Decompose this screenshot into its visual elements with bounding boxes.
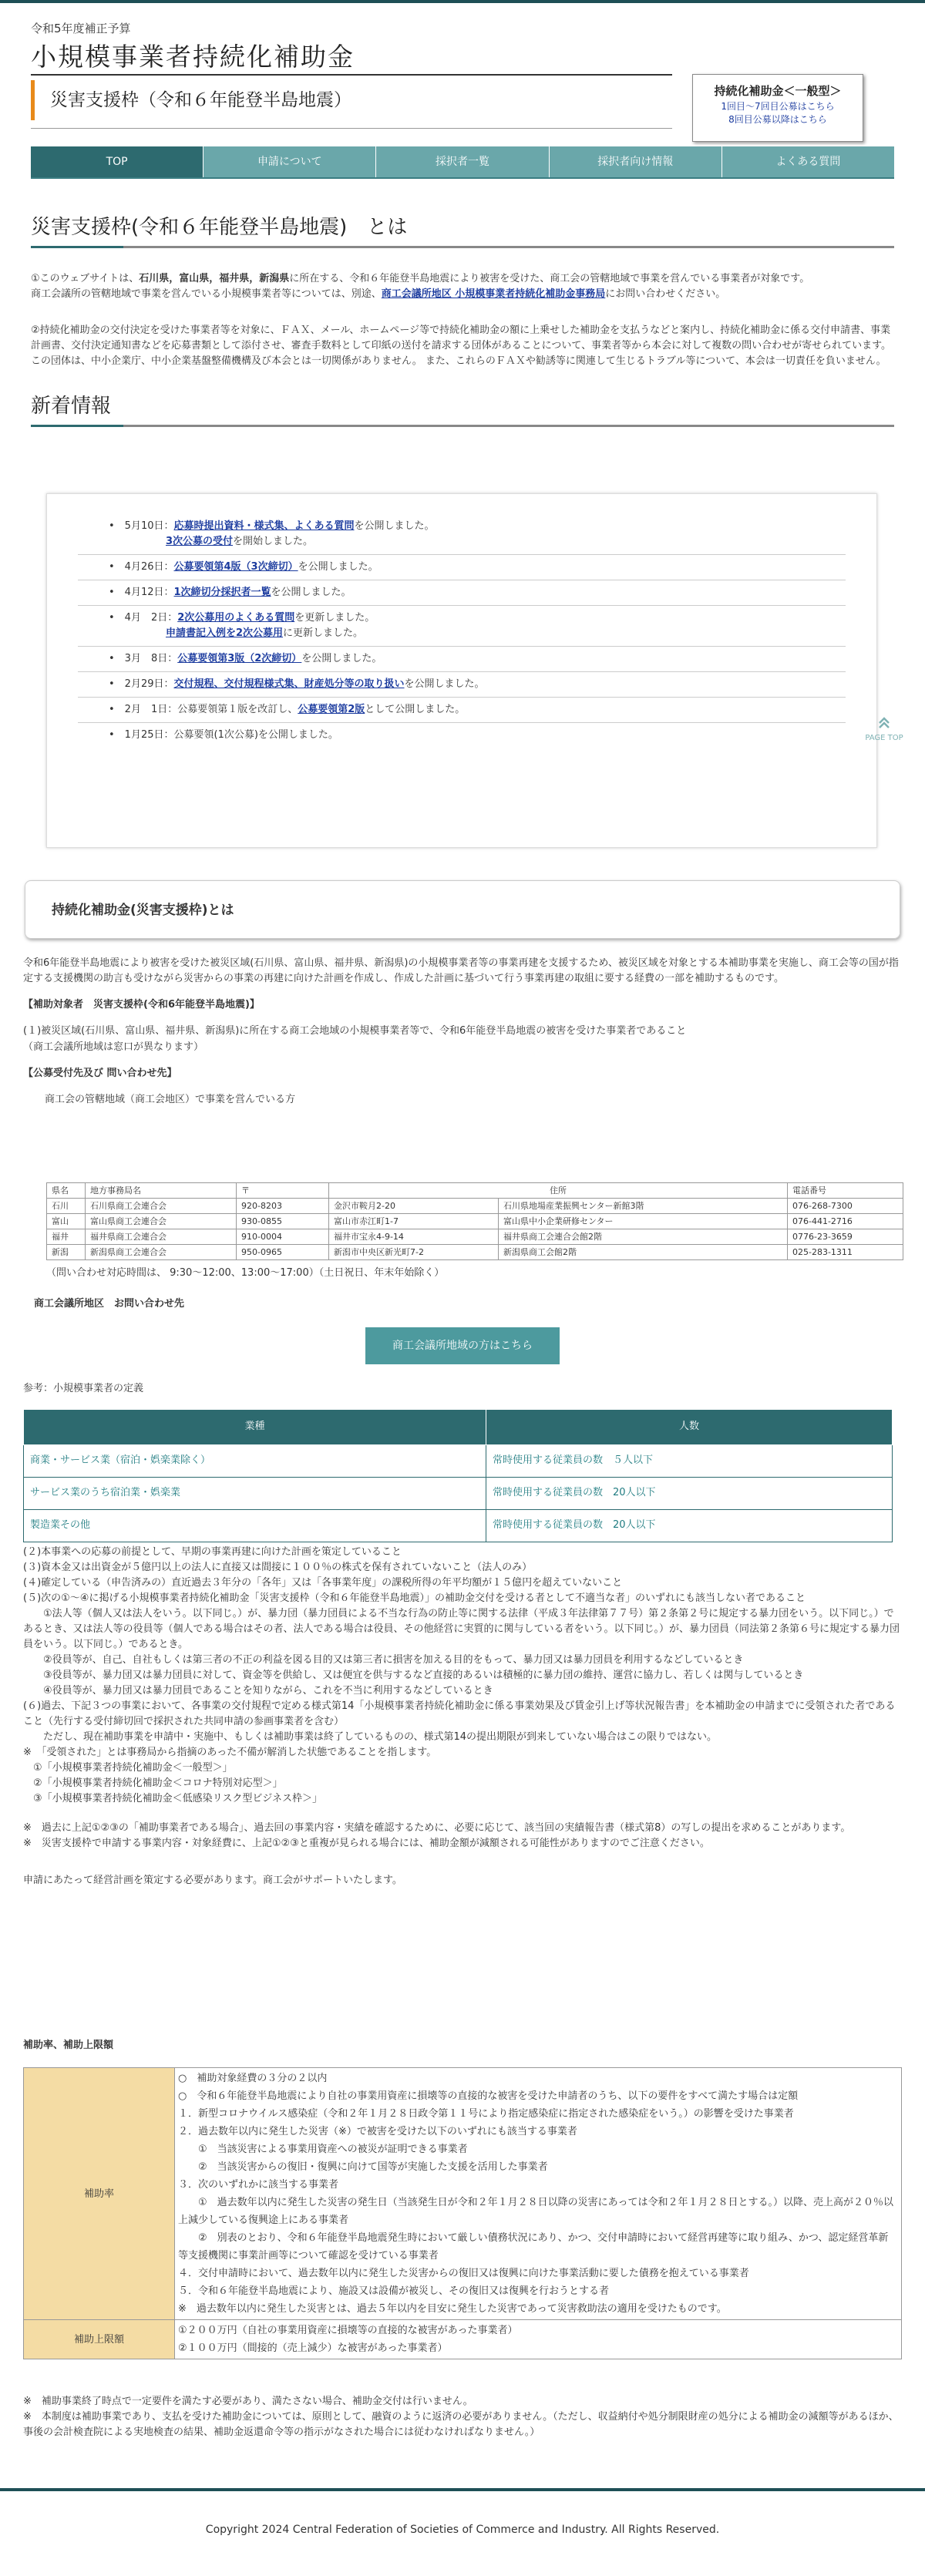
rate-line: ２．過去数年以内に発生した災害（※）で被害を受けた以下のいずれにも該当する事業者 <box>178 2126 577 2137</box>
eligibility-conditions <box>23 1545 902 1888</box>
news-text: を更新しました。 <box>294 612 375 624</box>
cell: 福井 <box>47 1229 86 1245</box>
limit-label: 補助上限額 <box>24 2320 175 2359</box>
list-item: • 4月26日：公募要領第4版（3次締切）を公開しました。 <box>78 555 846 580</box>
definition-label: 参考：小規模事業者の定義 <box>23 1383 144 1394</box>
condition-item: (４)確定している（申告済みの）直近過去３年分の「各年」又は「各事業年度」の課税所得の年平均額が１５億円を超えていないこと <box>23 1577 623 1589</box>
news-link[interactable]: 3次公募の受付 <box>166 536 234 547</box>
cell: 福井県商工会連合会館2階 <box>499 1229 788 1245</box>
contact-subheading: 商工会の管轄地域（商工会地区）で事業を営んでいる方 <box>45 1093 296 1105</box>
link-rounds-1-7[interactable]: 1回目〜7回目公募はこちら <box>721 101 835 113</box>
rate-line: ② 別表のとおり、令和６年能登半島地震発生時において厳しい債務状況にあり、かつ、交付申請時において経営再建等に取り組み、かつ、認定経営革新等支援機関に事業計画等について確認を受けている事業者 <box>178 2232 889 2262</box>
news-link[interactable]: 公募要領第4版（3次締切） <box>173 561 298 573</box>
contact-heading: 【公募受付先及び 問い合わせ先】 <box>23 1067 177 1079</box>
cell: 福井県商工会連合会 <box>86 1229 237 1245</box>
list-item: • 3月 8日：公募要領第3版（2次締切）を公開しました。 <box>78 647 846 672</box>
news-link[interactable]: 公募要領第3版（2次締切） <box>177 653 302 664</box>
nav-apply[interactable]: 申請について <box>204 146 376 177</box>
table-row <box>47 1199 903 1214</box>
target-condition-note: （商工会議所地域は窓口が異なります） <box>23 1041 204 1053</box>
chevron-up-icon <box>876 715 892 731</box>
about-paragraph-1 <box>31 271 894 302</box>
rate-line: １．新型コロナウイルス感染症（令和２年１月２８日政令第１１号により指定感染症に指定された感染症をいう。）の影響を受けた事業者 <box>178 2108 794 2120</box>
news-date: 3月 8日： <box>124 653 178 664</box>
cell: 新潟 <box>47 1245 86 1260</box>
news-title: 新着情報 <box>31 391 894 427</box>
condition-item: ③役員等が、暴力団又は暴力団員に対して、資金等を供給し、又は便宜を供与するなど直接的あるいは積極的に暴力団の維持、運営に協力し、若しくは関与しているとき <box>23 1670 804 1681</box>
condition-item: ②役員等が、自己、自社もしくは第三者の不正の利益を図る目的又は第三者に損害を加える目的をもって、暴力団又は暴力団員を利用するなどしているとき <box>23 1654 744 1666</box>
page-top-label: PAGE TOP <box>865 734 903 742</box>
news-text: を公開しました。 <box>271 587 352 598</box>
cell: 商業・サービス業（宿泊・娯楽業除く） <box>24 1445 486 1478</box>
cell: 石川県商工会連合会 <box>86 1199 237 1214</box>
news-date: 2月29日： <box>124 678 174 690</box>
news-link[interactable]: 応募時提出資料・様式集、よくある質問 <box>173 520 355 532</box>
condition-item: (５)次の①〜④に掲げる小規模事業者持続化補助金「災害支援枠（令和６年能登半島地震）」の補助金交付を受ける者として不適当な者」のいずれにも該当しない者であること <box>23 1592 806 1604</box>
news-text: を公開しました。 <box>404 678 485 690</box>
table-row <box>47 1214 903 1229</box>
news-date: 4月 2日： <box>124 612 178 624</box>
news-text: 公募要領第１版を改訂し、 <box>177 704 298 715</box>
cell: 新潟市中央区新光町7-2 <box>329 1245 499 1260</box>
news-link[interactable]: 1次締切分採択者一覧 <box>173 587 271 598</box>
limit-content <box>175 2320 902 2359</box>
rate-line: ② 当該災害からの復旧・復興に向けて国等が実施した支援を活用した事業者 <box>178 2161 548 2173</box>
news-date: 5月10日： <box>124 520 174 532</box>
table-row <box>47 1245 903 1260</box>
rate-line: ５．令和６年能登半島地震により、施設又は設備が被災し、その復旧又は復興を行おうとする者 <box>178 2285 610 2297</box>
col-phone: 電話番号 <box>788 1183 903 1199</box>
about-text: にお問い合わせください。 <box>605 288 726 301</box>
about-text: 商工会議所の管轄地域で事業を営んでいる小規模事業者等については、別途、 <box>31 288 382 301</box>
list-item: • 4月12日：1次締切分採択者一覧を公開しました。 <box>78 580 846 606</box>
nav-top[interactable]: TOP <box>31 146 204 177</box>
list-item: • 1月25日：公募要領(1次公募)を公開しました。 <box>109 729 338 741</box>
rate-label: 補助率 <box>24 2068 175 2320</box>
col-address: 住所 <box>329 1183 788 1199</box>
cell: 0776-23-3659 <box>788 1229 903 1245</box>
news-text: を公開しました。 <box>354 520 435 532</box>
table-header-row <box>24 1410 893 1445</box>
news-date: 1月25日： <box>124 729 174 741</box>
general-type-title: 持続化補助金＜一般型＞ <box>714 84 842 98</box>
condition-item: ②「小規模事業者持続化補助金＜コロナ特別対応型＞」 <box>23 1777 283 1789</box>
subsidy-table <box>23 2067 902 2359</box>
list-item: • 2月29日：交付規程、交付規程様式集、財産処分等の取り扱いを公開しました。 <box>78 672 846 698</box>
rate-content <box>175 2068 902 2320</box>
cell: 910-0004 <box>237 1229 329 1245</box>
about-title: 災害支援枠(令和６年能登半島地震) とは <box>31 212 894 248</box>
cell: 金沢市鞍月2-20 <box>329 1199 499 1214</box>
news-link[interactable]: 交付規程、交付規程様式集、財産処分等の取り扱い <box>173 678 405 690</box>
note-item: ※ 補助事業終了時点で一定要件を満たす必要があり、満たさない場合、補助金交付は行いません。 <box>23 2396 473 2407</box>
cell: 076-268-7300 <box>788 1199 903 1214</box>
section-title: 災害支援枠（令和６年能登半島地震） <box>31 80 672 120</box>
cell: 常時使用する従業員の数 ５人以下 <box>486 1445 893 1478</box>
limit-line: ②１００万円（間接的（売上減少）な被害があった事業者） <box>178 2342 448 2354</box>
condition-item: (６)過去、下記３つの事業において、各事業の交付規程で定める様式第14「小規模事業者持続化補助金に係る事業効果及び賃金引上げ等状況報告書」を本補助金の申請までに受領された者であること（先行する受付締切回で採択された共同申請の参画事業者を含む） <box>23 1700 896 1727</box>
cell: 常時使用する従業員の数 20人以下 <box>486 1478 893 1510</box>
cell: 新潟県商工会連合会 <box>86 1245 237 1260</box>
general-type-box <box>692 74 863 142</box>
header-subtitle: 令和5年度補正予算 <box>31 22 131 35</box>
site-header <box>0 3 925 140</box>
table-row <box>24 2320 902 2359</box>
condition-item: ※ 「受領された」とは事務局から指摘のあった不備が解消した状態であることを指します。 <box>23 1747 437 1758</box>
cell: 富山県商工会連合会 <box>86 1214 237 1229</box>
rate-line: ３．次のいずれかに該当する事業者 <box>178 2179 339 2191</box>
col-pref: 県名 <box>47 1183 86 1199</box>
cell: 石川県地場産業振興センター新館3階 <box>499 1199 788 1214</box>
header-divider <box>31 74 672 76</box>
about-text: に所在する、令和６年能登半島地震により被害を受けた、商工会の管轄地域で事業を営んでいる事業者が対象です。 <box>289 273 810 285</box>
link-rounds-8[interactable]: 8回目公募以降はこちら <box>728 114 827 126</box>
news-link[interactable]: 公募要領第2版 <box>298 704 365 715</box>
table-header-row <box>47 1183 903 1199</box>
news-date: 4月12日： <box>124 587 174 598</box>
news-date: 4月26日： <box>124 561 174 573</box>
contact-hours: （問い合わせ対応時間は、 9:30〜12:00、13:00〜17:00）（土日祝日、年末年始除く） <box>46 1267 445 1279</box>
contact-table <box>46 1182 903 1260</box>
condition-item: (２)本事業への応募の前提として、早期の事業再建に向けた計画を策定していること <box>23 1546 402 1558</box>
cell: 076-441-2716 <box>788 1214 903 1229</box>
jizoku-heading: 持続化補助金(災害支援枠)とは <box>25 880 900 939</box>
cell: 920-8203 <box>237 1199 329 1214</box>
condition-item: ①「小規模事業者持続化補助金＜一般型＞」 <box>23 1762 233 1774</box>
condition-item: (３)資本金又は出資金が５億円以上の法人に直接又は間接に１００％の株式を保有されていないこと（法人のみ） <box>23 1562 533 1573</box>
news-text: を公開しました。 <box>301 653 382 664</box>
note-item: ※ 過去に上記①②③の「補助事業者である場合」、過去回の事業内容・実績を確認するために、必要に応じて、該当回の実績報告書（様式第8）の写しの提出を求めることがあります。 <box>23 1822 851 1834</box>
rate-line: ※ 過去数年以内に発生した災害とは、過去５年以内を目安に発生した災害であって災害救助法の適用を受けたものです。 <box>178 2303 727 2315</box>
subsidy-notes <box>23 2394 902 2440</box>
about-section <box>31 212 894 427</box>
condition-item: ③「小規模事業者持続化補助金＜低感染リスク型ビジネス枠＞」 <box>23 1793 323 1804</box>
rate-line: ４．交付申請時において、過去数年以内に発生した災害からの復旧又は復興に向けた事業活動に要した債務を抱えている事業者 <box>178 2268 749 2279</box>
nav-adopted-list[interactable]: 採択者一覧 <box>376 146 549 177</box>
footer-copyright: Copyright 2024 Central Federation of Societies of Commerce and Industry. All Rights Reserved. <box>0 2488 925 2576</box>
news-date: 2月 1日： <box>124 704 178 715</box>
news-text: 公募要領(1次公募)を公開しました。 <box>173 729 338 741</box>
about-paragraph-2: ②持続化補助金の交付決定を受けた事業者等を対象に、ＦＡＸ、メール、ホームページ等で持続化補助金の額に上乗せした補助金を支払うなどと案内し、持続化補助金に係る交付申請書、事業計画書、交付決定通知書などを応募書類として添付させ、審査手数料として印紙の送付を請求する団体があることについて、事業者等から本会に対して複数の問い合わせが寄せられています。 この団体は、中小企業庁、中小企業基盤整備機構及び本会とは一切関係がありません。 また、これらのＦＡＸや勧誘等に関連して生じるトラブル等について、本会は一切責任を負いません。 <box>31 324 892 367</box>
cell: サービス業のうち宿泊業・娯楽業 <box>24 1478 486 1510</box>
list-item: • 2月 1日：公募要領第１版を改訂し、公募要領第2版として公開しました。 <box>78 698 846 723</box>
cci-heading: 商工会議所地区 お問い合わせ先 <box>34 1298 185 1310</box>
target-heading: 【補助対象者 災害支援枠(令和6年能登半島地震)】 <box>23 999 260 1011</box>
cell: 新潟県商工会館2階 <box>499 1245 788 1260</box>
note-item: ※ 本制度は補助事業であり、支払を受けた補助金については、原則として、融資のように返済の必要がありません。（ただし、収益納付や処分制限財産の処分による補助金の減額等があるほか、事後の会計検査院による実地検査の結果、補助金返還命令等の指示がなされた場合には従わなければなりません。） <box>23 2411 899 2438</box>
col-employees: 人数 <box>486 1410 893 1445</box>
cell: 025-283-1311 <box>788 1245 903 1260</box>
col-industry: 業種 <box>24 1410 486 1445</box>
main-nav <box>31 146 894 179</box>
condition-item: ④役員等が、暴力団又は暴力団員であることを知りながら、これを不当に利用するなどしているとき <box>23 1685 493 1697</box>
news-text: に更新しました。 <box>283 627 364 639</box>
rate-line: ① 当該災害による事業用資産への被災が証明できる事業者 <box>178 2144 468 2155</box>
target-prefectures: 石川県，富山県，福井県，新潟県 <box>139 273 290 285</box>
col-zip: 〒 <box>237 1183 329 1199</box>
table-row <box>24 2068 902 2320</box>
table-row <box>24 1510 893 1542</box>
support-note: 申請にあたって経営計画を策定する必要があります。商工会がサポートいたします。 <box>23 1875 402 1886</box>
section-divider <box>31 128 672 129</box>
news-list <box>46 493 877 848</box>
business-definition-table <box>23 1409 893 1542</box>
jizoku-description: 令和6年能登半島地震により被害を受けた被災区域(石川県、富山県、福井県、新潟県)の小規模事業者等の事業再建を支援するため、被災区域を対象とする本補助事業を実施し、商工会等の国が指定する支援機関の助言も受けながら災害からの事業の再建に向けた計画を作成し、作成した計画に基づいて行う事業再建の取組に要する経費の一部を補助するものです。 <box>23 957 899 985</box>
cci-office-link[interactable]: 商工会議所地区 小規模事業者持続化補助金事務局 <box>381 288 606 301</box>
list-item: • 5月10日：応募時提出資料・様式集、よくある質問を公開しました。 3次公募の受付を開始しました。 <box>78 514 846 555</box>
cell: 福井市宝永4-9-14 <box>329 1229 499 1245</box>
page-top-button[interactable] <box>865 715 903 743</box>
news-text: を開始しました。 <box>233 536 314 547</box>
condition-item: ただし、現在補助事業を申請中・実施中、もしくは補助事業は終了しているものの、様式第14の提出期限が到来していない場合はこの限りではない。 <box>23 1731 718 1743</box>
news-link[interactable]: 申請書記入例を2次公募用 <box>166 627 284 639</box>
table-row <box>24 1445 893 1478</box>
note-item: ※ 災害支援枠で申請する事業内容・対象経費に、上記①②③と重複が見られる場合には、補助金額が減額される可能性がありますのでご注意ください。 <box>23 1838 710 1849</box>
cell: 930-0855 <box>237 1214 329 1229</box>
cell: 富山県中小企業研修センター <box>499 1214 788 1229</box>
news-text: を公開しました。 <box>298 561 378 573</box>
cell: 石川 <box>47 1199 86 1214</box>
subsidy-title: 補助率、補助上限額 <box>23 2040 114 2051</box>
target-condition-1: (１)被災区域(石川県、富山県、福井県、新潟県)に所在する商工会地域の小規模事業者等で、令和6年能登半島地震の被害を受けた事業者であること <box>23 1025 687 1037</box>
cell: 常時使用する従業員の数 20人以下 <box>486 1510 893 1542</box>
site-title[interactable]: 小規模事業者持続化補助金 <box>31 42 355 72</box>
list-item: • 4月 2日：2次公募用のよくある質問を更新しました。 申請書記入例を2次公募用に更新しました。 <box>78 606 846 647</box>
rate-line: ① 過去数年以内に発生した災害の発生日（当該発生日が令和２年１月２８日以降の災害にあっては令和２年１月２８日とする。）以降、売上高が２０％以上減少している復興途上にある事業者 <box>178 2197 894 2226</box>
limit-line: ①２００万円（自社の事業用資産に損壊等の直接的な被害があった事業者） <box>178 2325 518 2336</box>
table-row <box>24 1478 893 1510</box>
news-text: として公開しました。 <box>365 704 466 715</box>
cell: 製造業その他 <box>24 1510 486 1542</box>
rate-line: ○ 令和６年能登半島地震により自社の事業用資産に損壊等の直接的な被害を受けた申請者のうち、以下の要件をすべて満たす場合は定額 <box>178 2090 799 2102</box>
rate-line: ○ 補助対象経費の３分の２以内 <box>178 2073 328 2084</box>
col-office: 地方事務局名 <box>86 1183 237 1199</box>
cell: 富山 <box>47 1214 86 1229</box>
jizoku-section <box>23 956 902 1108</box>
condition-item: ①法人等（個人又は法人をいう。以下同じ。）が、暴力団（暴力団員による不当な行為の防止等に関する法律（平成３年法律第７７号）第２条第２号に規定する暴力団をいう。以下同じ。）であるとき、又は法人等の役員等（個人である場合はその者、法人である場合は役員、その他経営に実質的に関与している者をいう。以下同じ。）が、暴力団員（同法第２条第６号に規定する暴力団員をいう。以下同じ。）であるとき。 <box>23 1608 900 1650</box>
nav-faq[interactable]: よくある質問 <box>722 146 894 177</box>
cell: 富山市赤江町1-7 <box>329 1214 499 1229</box>
cell: 950-0965 <box>237 1245 329 1260</box>
nav-adopted-info[interactable]: 採択者向け情報 <box>550 146 722 177</box>
about-text: ①このウェブサイトは、 <box>31 273 140 285</box>
news-link[interactable]: 2次公募用のよくある質問 <box>177 612 295 624</box>
cci-region-button[interactable]: 商工会議所地域の方はこちら <box>365 1327 560 1364</box>
table-row <box>47 1229 903 1245</box>
